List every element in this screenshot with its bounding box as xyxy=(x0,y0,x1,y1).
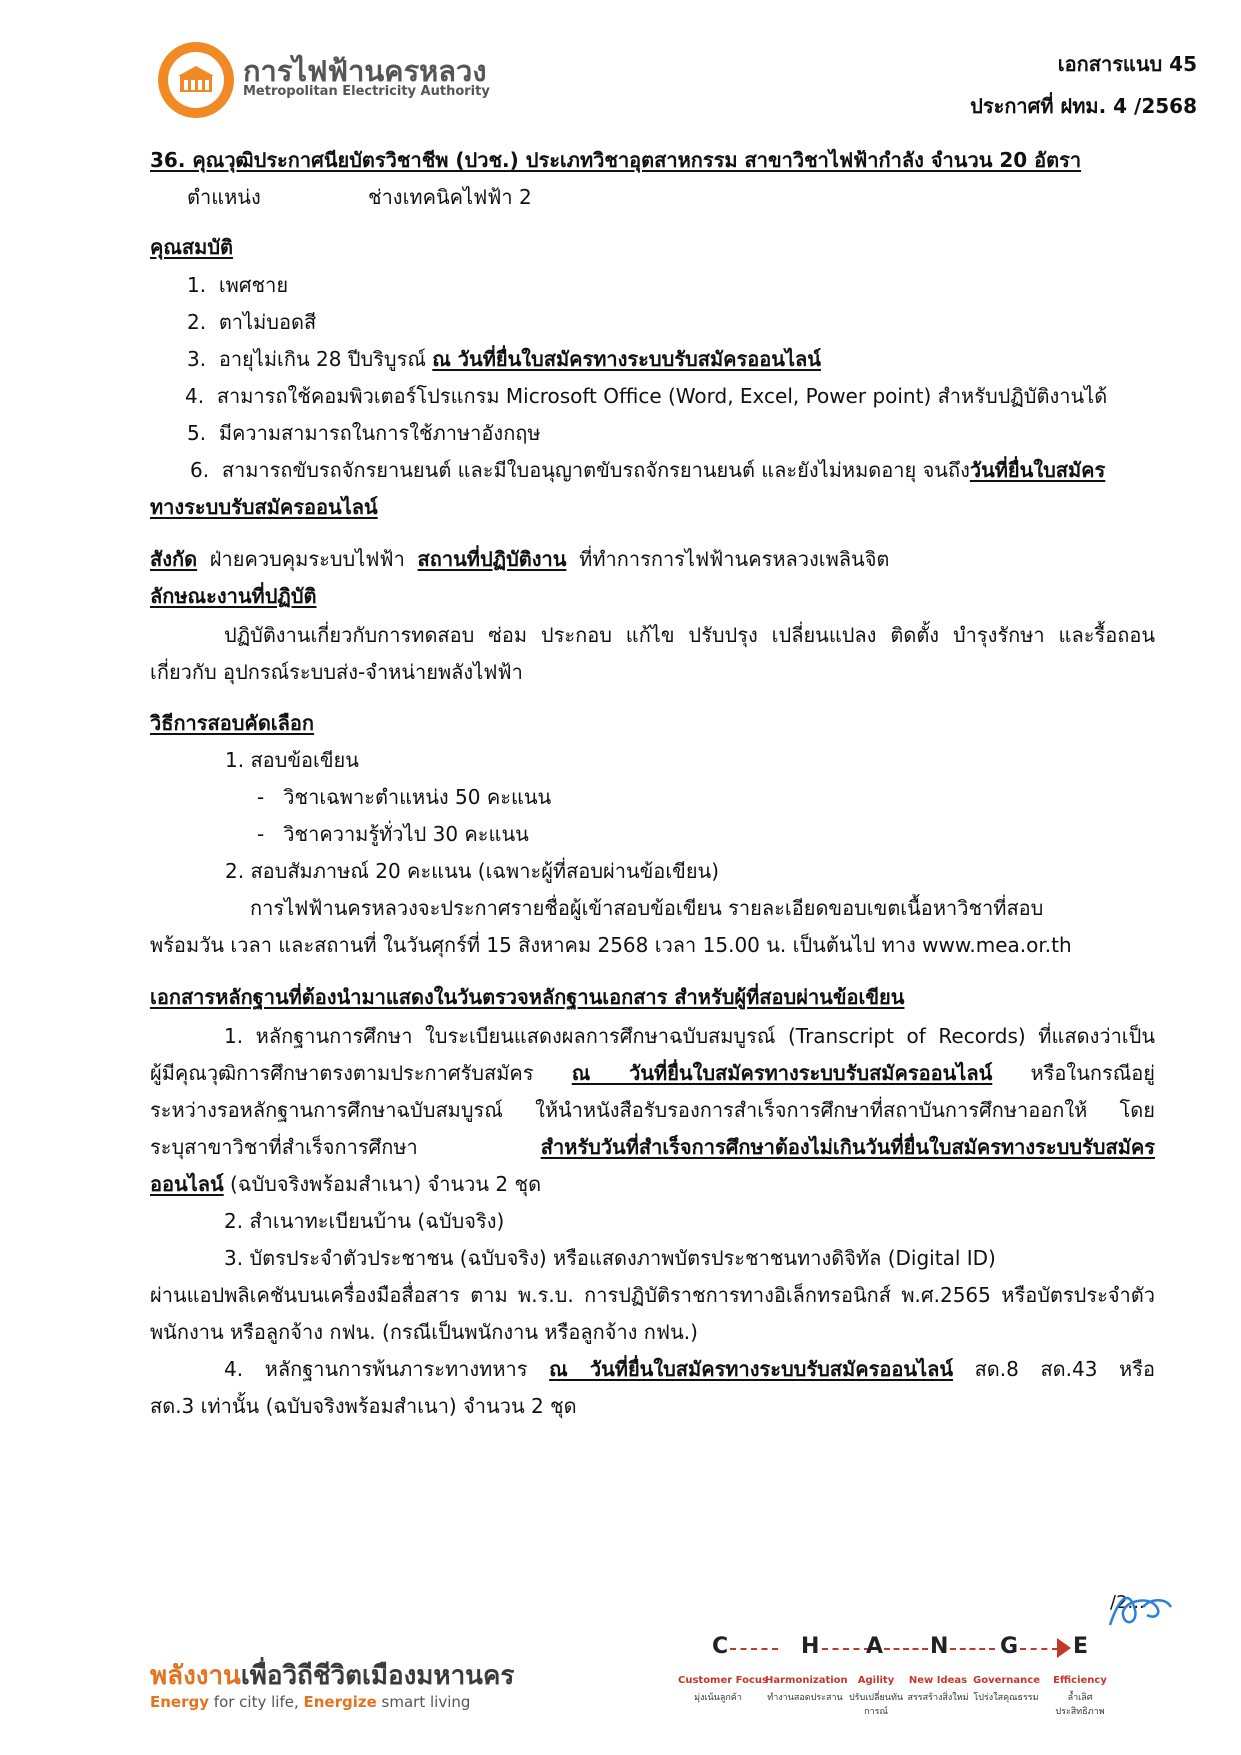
change-sub: ทำงานสอดประสาน xyxy=(767,1693,843,1703)
change-label: Efficiency xyxy=(1053,1675,1107,1686)
exam-subject: - วิชาเฉพาะตำแหน่ง 50 คะแนน xyxy=(257,785,552,809)
building-icon xyxy=(178,64,214,94)
document-item-cont: พนักงาน หรือลูกจ้าง กฟน. (กรณีเป็นพนักงาน หรือลูกจ้าง กฟน.) xyxy=(150,1320,698,1344)
section-title: 36. คุณวุฒิประกาศนียบัตรวิชาชีพ (ปวช.) ประเภทวิชาอุตสาหกรรม สาขาวิชาไฟฟ้ากำลัง จำนวน 20 อัตรา xyxy=(150,148,1082,172)
document-item-cont: ระบุสาขาวิชาที่สำเร็จการศึกษา สำหรับวันที่สำเร็จการศึกษาต้องไม่เกินวันที่ยื่นใบสมัครทางระบบรับสมัคร xyxy=(150,1135,1155,1159)
change-sub: โปร่งใสคุณธรรม xyxy=(973,1693,1039,1703)
change-label: New Ideas xyxy=(908,1675,968,1686)
change-connector xyxy=(730,1648,778,1650)
change-label: Governance xyxy=(973,1675,1041,1686)
page-continuation: /2... xyxy=(1110,1592,1145,1613)
job-heading: ลักษณะงานที่ปฏิบัติ xyxy=(150,584,317,608)
org-name-th: การไฟฟ้านครหลวง xyxy=(243,54,487,88)
change-letter-h: H xyxy=(801,1634,820,1659)
change-connector xyxy=(1020,1648,1058,1650)
document-item: 3. บัตรประจำตัวประชาชน (ฉบับจริง) หรือแสดงภาพบัตรประชาชนทางดิจิทัล (Digital ID) xyxy=(224,1246,996,1270)
footer-slogan-th: พลังงานเพื่อวิถีชีวิตเมืองมหานคร xyxy=(150,1661,515,1691)
document-item-cont: ออนไลน์ (ฉบับจริงพร้อมสำเนา) จำนวน 2 ชุด xyxy=(150,1172,542,1196)
change-sub: มุ่งเน้นลูกค้า xyxy=(694,1693,742,1703)
change-letter-g: G xyxy=(1000,1634,1019,1659)
announcement-text: การไฟฟ้านครหลวงจะประกาศรายชื่อผู้เข้าสอบข้อเขียน รายละเอียดขอบเขตเนื้อหาวิชาที่สอบ xyxy=(250,896,1044,920)
qualification-item: 5. มีความสามารถในการใช้ภาษาอังกฤษ xyxy=(187,421,541,445)
change-sub: สรรสร้างสิ่งใหม่ xyxy=(907,1693,969,1703)
change-sub: ปรับเปลี่ยนทันการณ์ xyxy=(848,1693,904,1717)
selection-heading: วิธีการสอบคัดเลือก xyxy=(150,711,315,735)
qualification-item: 4. สามารถใช้คอมพิวเตอร์โปรแกรม Microsoft Office (Word, Excel, Power point) สำหรับปฏิบัติงานได้ xyxy=(185,384,1108,408)
document-item-cont: สด.3 เท่านั้น (ฉบับจริงพร้อมสำเนา) จำนวน 2 ชุด xyxy=(150,1394,577,1418)
qualification-item: 1. เพศชาย xyxy=(187,273,289,297)
qualification-item-continued: ทางระบบรับสมัครออนไลน์ xyxy=(150,495,378,519)
qualification-item: 6. สามารถขับรถจักรยานยนต์ และมีใบอนุญาตขับรถจักรยานยนต์ และยังไม่หมดอายุ จนถึงวันที่ยื่นใบสมัคร xyxy=(190,458,1106,482)
change-letter-e: E xyxy=(1073,1634,1089,1659)
org-name-en: Metropolitan Electricity Authority xyxy=(243,84,490,99)
interview-exam: 2. สอบสัมภาษณ์ 20 คะแนน (เฉพาะผู้ที่สอบผ่านข้อเขียน) xyxy=(225,859,720,883)
job-description-cont: เกี่ยวกับ อุปกรณ์ระบบส่ง-จำหน่ายพลังไฟฟ้า xyxy=(150,660,523,684)
qualification-item: 2. ตาไม่บอดสี xyxy=(187,310,317,334)
documents-heading: เอกสารหลักฐานที่ต้องนำมาแสดงในวันตรวจหลักฐานเอกสาร สำหรับผู้ที่สอบผ่านข้อเขียน xyxy=(150,985,905,1009)
change-letter-a: A xyxy=(866,1634,884,1659)
change-connector xyxy=(950,1648,995,1650)
change-connector xyxy=(822,1648,870,1650)
exam-subject: - วิชาความรู้ทั่วไป 30 คะแนน xyxy=(257,822,529,846)
document-item-cont: ระหว่างรอหลักฐานการศึกษาฉบับสมบูรณ์ ให้นำหนังสือรับรองการสำเร็จการศึกษาที่สถาบันการศึกษาออกให้ โดย xyxy=(150,1098,1155,1122)
document-item: 1. หลักฐานการศึกษา ใบระเบียนแสดงผลการศึกษาฉบับสมบูรณ์ (Transcript of Records) ที่แสดงว่าเป็น xyxy=(224,1024,1155,1048)
attachment-number: เอกสารแนบ 45 xyxy=(1057,52,1197,76)
change-letter-c: C xyxy=(712,1634,729,1659)
document-item-cont: ผ่านแอปพลิเคชันบนเครื่องมือสื่อสาร ตาม พ.ร.บ. การปฏิบัติราชการทางอิเล็กทรอนิกส์ พ.ศ.2565 หรือบัตรประจำตัว xyxy=(150,1283,1155,1307)
job-description: ปฏิบัติงานเกี่ยวกับการทดสอบ ซ่อม ประกอบ แก้ไข ปรับปรุง เปลี่ยนแปลง ติดตั้ง บำรุงรักษา และรื้อถอน xyxy=(224,623,1155,647)
written-exam: 1. สอบข้อเขียน xyxy=(225,748,359,772)
arrow-icon xyxy=(1057,1638,1071,1658)
document-item: 2. สำเนาทะเบียนบ้าน (ฉบับจริง) xyxy=(224,1209,505,1233)
position-value: ช่างเทคนิคไฟฟ้า 2 xyxy=(368,185,532,209)
change-label: Customer Focus xyxy=(678,1675,768,1686)
change-letter-n: N xyxy=(930,1634,949,1659)
affiliation-line: สังกัด ฝ่ายควบคุมระบบไฟฟ้า สถานที่ปฏิบัติงาน ที่ทำการการไฟฟ้านครหลวงเพลินจิต xyxy=(150,547,890,571)
position-label: ตำแหน่ง xyxy=(187,185,261,209)
qualifications-heading: คุณสมบัติ xyxy=(150,235,234,259)
announcement-text-cont: พร้อมวัน เวลา และสถานที่ ในวันศุกร์ที่ 15 สิงหาคม 2568 เวลา 15.00 น. เป็นต้นไป ทาง www.mea.or.th xyxy=(150,933,1072,957)
announcement-number: ประกาศที่ ฝทม. 4 /2568 xyxy=(970,94,1197,118)
document-item: 4. หลักฐานการพ้นภาระทางทหาร ณ วันที่ยื่นใบสมัครทางระบบรับสมัครออนไลน์ สด.8 สด.43 หรือ xyxy=(224,1357,1155,1381)
change-label: Agility xyxy=(857,1675,895,1686)
qualification-item: 3. อายุไม่เกิน 28 ปีบริบูรณ์ ณ วันที่ยื่นใบสมัครทางระบบรับสมัครออนไลน์ xyxy=(187,347,821,371)
change-connector xyxy=(884,1648,928,1650)
change-sub: ล้ำเลิศประสิทธิภาพ xyxy=(1055,1693,1105,1717)
signature xyxy=(1105,1585,1175,1635)
change-label: Harmonization xyxy=(765,1675,848,1686)
document-item-cont: ผู้มีคุณวุฒิการศึกษาตรงตามประกาศรับสมัคร ณ วันที่ยื่นใบสมัครทางระบบรับสมัครออนไลน์ หรือในกรณีอยู่ xyxy=(150,1061,1156,1085)
footer-slogan-en: Energy for city life, Energize smart living xyxy=(150,1693,471,1711)
